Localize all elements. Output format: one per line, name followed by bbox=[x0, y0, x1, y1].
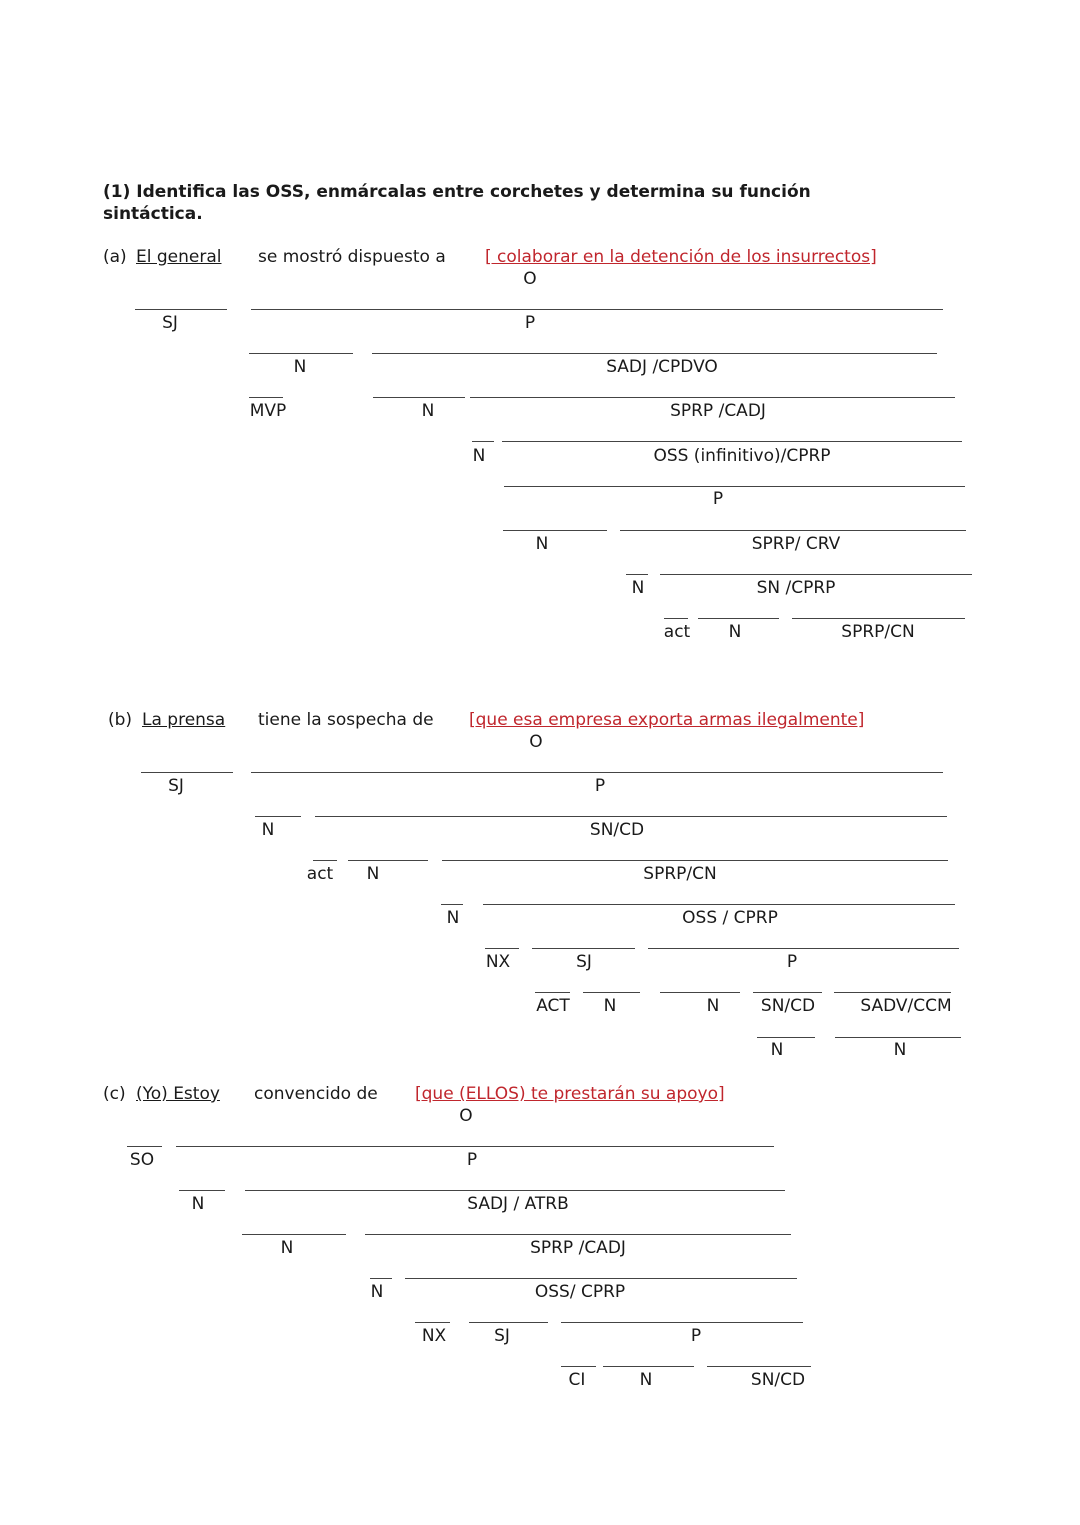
tree-a-line bbox=[698, 618, 779, 619]
tree-b-line bbox=[483, 904, 955, 905]
tree-b-line bbox=[141, 772, 233, 773]
tree-b-line bbox=[583, 992, 640, 993]
tree-b-line bbox=[255, 816, 301, 817]
tree-c-label: N bbox=[370, 1282, 384, 1302]
tree-b-line bbox=[535, 992, 570, 993]
tree-c-label: N bbox=[639, 1370, 653, 1390]
sentence-c-verb: convencido de bbox=[254, 1084, 378, 1104]
tree-a-line bbox=[626, 574, 648, 575]
sentence-c-subject: (Yo) Estoy bbox=[136, 1084, 220, 1104]
tree-b-line bbox=[348, 860, 428, 861]
tree-b-line bbox=[835, 1037, 961, 1038]
sentence-b-bracket: [que esa empresa exporta armas ilegalmente] bbox=[469, 710, 865, 730]
tree-b-label: ACT bbox=[536, 996, 570, 1016]
tree-a-label: O bbox=[523, 269, 537, 289]
tree-b-line bbox=[834, 992, 951, 993]
tree-c-line bbox=[469, 1322, 548, 1323]
tree-b-line bbox=[757, 1037, 815, 1038]
tree-a-line bbox=[660, 574, 972, 575]
tree-b-line bbox=[753, 992, 822, 993]
tree-b-line bbox=[315, 816, 947, 817]
tree-a-line bbox=[620, 530, 966, 531]
tree-c-label: SPRP /CADJ bbox=[530, 1238, 626, 1258]
tree-a-line bbox=[472, 441, 494, 442]
tree-b-line bbox=[251, 772, 943, 773]
tree-b-label: N bbox=[893, 1040, 907, 1060]
tree-b-label: SPRP/CN bbox=[643, 864, 717, 884]
sentence-b-letter: (b) bbox=[108, 710, 133, 730]
sentence-a-letter: (a) bbox=[103, 247, 127, 267]
tree-b-line bbox=[313, 860, 337, 861]
tree-b-line bbox=[660, 992, 740, 993]
tree-b-label: N bbox=[366, 864, 380, 884]
tree-a-label: SPRP/ CRV bbox=[751, 534, 841, 554]
tree-c-label: NX bbox=[421, 1326, 447, 1346]
tree-b-label: NX bbox=[485, 952, 511, 972]
tree-b-line bbox=[485, 948, 519, 949]
tree-c-line bbox=[179, 1190, 225, 1191]
tree-a-label: N bbox=[728, 622, 742, 642]
sentence-c-bracket: [que (ELLOS) te prestarán su apoyo] bbox=[415, 1084, 725, 1104]
tree-b-label: O bbox=[529, 732, 543, 752]
tree-b-label: act bbox=[306, 864, 334, 884]
tree-c-label: SO bbox=[129, 1150, 155, 1170]
tree-c-label: SN/CD bbox=[750, 1370, 806, 1390]
tree-a-label: SADJ /CPDVO bbox=[606, 357, 718, 377]
exercise-title-line1: (1) Identifica las OSS, enmárcalas entre corchetes y determina su función bbox=[103, 182, 811, 202]
tree-a-line bbox=[251, 309, 943, 310]
tree-a-line bbox=[135, 309, 227, 310]
tree-b-label: OSS / CPRP bbox=[682, 908, 778, 928]
tree-c-line bbox=[603, 1366, 694, 1367]
tree-a-line bbox=[372, 353, 937, 354]
tree-c-label: CI bbox=[568, 1370, 586, 1390]
tree-b-label: SN/CD bbox=[589, 820, 645, 840]
tree-c-line bbox=[245, 1190, 785, 1191]
tree-b-line bbox=[441, 904, 463, 905]
tree-c-line bbox=[365, 1234, 791, 1235]
tree-c-label: N bbox=[191, 1194, 205, 1214]
tree-b-label: SN/CD bbox=[760, 996, 816, 1016]
tree-a-label: SN /CPRP bbox=[756, 578, 836, 598]
tree-b-label: SADV/CCM bbox=[860, 996, 952, 1016]
tree-c-line bbox=[405, 1278, 797, 1279]
tree-b-label: SJ bbox=[576, 952, 592, 972]
sentence-a-verb: se mostró dispuesto a bbox=[258, 247, 446, 267]
tree-b-label: N bbox=[603, 996, 617, 1016]
tree-a-line bbox=[504, 486, 965, 487]
sentence-b-verb: tiene la sospecha de bbox=[258, 710, 434, 730]
tree-c-line bbox=[176, 1146, 774, 1147]
tree-a-line bbox=[502, 441, 962, 442]
tree-c-line bbox=[370, 1278, 392, 1279]
tree-a-label: SPRP /CADJ bbox=[670, 401, 766, 421]
sentence-a-bracket: [ colaborar en la detención de los insurrectos] bbox=[485, 247, 877, 267]
tree-a-label: N bbox=[535, 534, 549, 554]
tree-c-label: N bbox=[280, 1238, 294, 1258]
tree-a-line bbox=[792, 618, 965, 619]
tree-a-label: N bbox=[293, 357, 307, 377]
tree-c-line bbox=[415, 1322, 450, 1323]
tree-c-label: OSS/ CPRP bbox=[534, 1282, 626, 1302]
tree-b-label: P bbox=[594, 776, 606, 796]
tree-c-label: P bbox=[690, 1326, 702, 1346]
tree-c-label: P bbox=[466, 1150, 478, 1170]
tree-a-label: SPRP/CN bbox=[841, 622, 915, 642]
tree-b-label: SJ bbox=[168, 776, 184, 796]
sentence-a-subject: El general bbox=[136, 247, 222, 267]
tree-b-label: N bbox=[261, 820, 275, 840]
tree-a-line bbox=[373, 397, 465, 398]
tree-b-line bbox=[532, 948, 635, 949]
tree-a-label: N bbox=[421, 401, 435, 421]
tree-c-line bbox=[242, 1234, 346, 1235]
tree-a-line bbox=[664, 618, 688, 619]
tree-c-line bbox=[561, 1366, 596, 1367]
tree-b-line bbox=[442, 860, 948, 861]
tree-a-label: P bbox=[712, 489, 724, 509]
tree-a-label: act bbox=[663, 622, 691, 642]
tree-a-line bbox=[470, 397, 955, 398]
sentence-b-subject: La prensa bbox=[142, 710, 226, 730]
tree-c-line bbox=[707, 1366, 811, 1367]
tree-a-label: N bbox=[631, 578, 645, 598]
tree-b-label: P bbox=[786, 952, 798, 972]
tree-a-label: SJ bbox=[162, 313, 178, 333]
tree-a-line bbox=[503, 530, 607, 531]
tree-c-line bbox=[127, 1146, 162, 1147]
tree-b-label: N bbox=[446, 908, 460, 928]
tree-c-label: SADJ / ATRB bbox=[467, 1194, 569, 1214]
tree-a-label: OSS (infinitivo)/CPRP bbox=[653, 446, 831, 466]
tree-a-line bbox=[249, 353, 353, 354]
tree-c-label: SJ bbox=[494, 1326, 510, 1346]
tree-a-line bbox=[249, 397, 283, 398]
tree-c-line bbox=[561, 1322, 803, 1323]
tree-b-label: N bbox=[770, 1040, 784, 1060]
tree-b-label: N bbox=[706, 996, 720, 1016]
tree-c-label: O bbox=[459, 1106, 473, 1126]
exercise-title-line2: sintáctica. bbox=[103, 204, 203, 224]
tree-a-label: P bbox=[524, 313, 536, 333]
tree-a-label: MVP bbox=[249, 401, 287, 421]
sentence-c-letter: (c) bbox=[103, 1084, 126, 1104]
tree-a-label: N bbox=[472, 446, 486, 466]
tree-b-line bbox=[648, 948, 959, 949]
